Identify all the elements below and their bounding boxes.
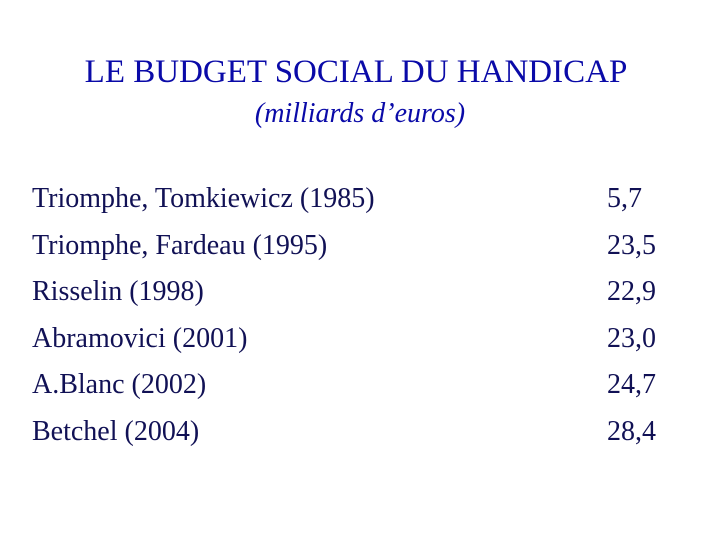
source-label: Triomphe, Tomkiewicz (1985): [32, 183, 375, 214]
slide-title: LE BUDGET SOCIAL DU HANDICAP: [84, 54, 628, 90]
list-item: [32, 409, 672, 456]
list-item: [32, 176, 672, 223]
source-label: Abramovici (2001): [32, 322, 248, 354]
budget-list: [32, 176, 672, 455]
budget-value: 24,7: [607, 369, 656, 400]
budget-value: 5,7: [607, 183, 642, 214]
budget-value: 23,5: [607, 229, 656, 261]
source-label: Risselin (1998): [32, 276, 204, 307]
budget-value: 22,9: [607, 276, 656, 307]
budget-value: 28,4: [607, 415, 656, 447]
list-item: [32, 362, 672, 409]
list-item: [32, 269, 672, 316]
source-label: Betchel (2004): [32, 415, 200, 447]
slide-subtitle: (milliards d’euros): [254, 98, 466, 129]
list-item: [32, 223, 672, 270]
source-label: A.Blanc (2002): [32, 369, 207, 400]
source-label: Triomphe, Fardeau (1995): [32, 229, 328, 261]
budget-value: 23,0: [607, 322, 656, 354]
list-item: [32, 316, 672, 363]
